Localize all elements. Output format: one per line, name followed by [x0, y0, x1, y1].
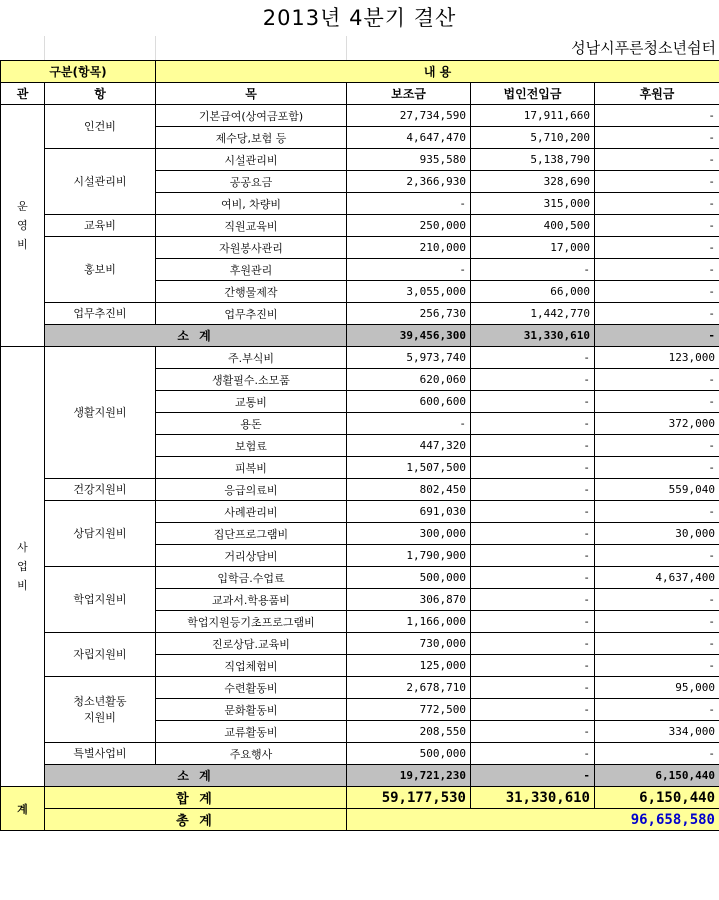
- subsidy-cell: 1,166,000: [347, 611, 471, 633]
- mok-cell: 시설관리비: [156, 149, 347, 171]
- mok-cell: 업무추진비: [156, 303, 347, 325]
- table-row: [1, 677, 719, 699]
- header-gwan: 관: [1, 83, 45, 105]
- subsidy-cell: 256,730: [347, 303, 471, 325]
- corporate-cell: -: [471, 545, 595, 567]
- hang-cell: 인건비: [45, 105, 156, 149]
- report-title: 2013년 4분기 결산: [262, 6, 457, 30]
- header-mok: 목: [156, 83, 347, 105]
- mok-cell: 주.부식비: [156, 347, 347, 369]
- subsidy-cell: 300,000: [347, 523, 471, 545]
- donation-cell: -: [595, 303, 719, 325]
- table-row: [1, 105, 719, 127]
- total-donation: 6,150,440: [595, 787, 719, 809]
- corporate-cell: -: [471, 633, 595, 655]
- subsidy-cell: 4,647,470: [347, 127, 471, 149]
- subsidy-cell: 500,000: [347, 743, 471, 765]
- mok-cell: 거리상담비: [156, 545, 347, 567]
- table-row: [1, 347, 719, 369]
- corporate-cell: 17,000: [471, 237, 595, 259]
- subsidy-cell: 1,507,500: [347, 457, 471, 479]
- subsidy-cell: 500,000: [347, 567, 471, 589]
- donation-cell: 559,040: [595, 479, 719, 501]
- corporate-cell: -: [471, 391, 595, 413]
- mok-cell: 용돈: [156, 413, 347, 435]
- corporate-cell: -: [471, 743, 595, 765]
- business-subtotal-row: [1, 765, 719, 787]
- hang-cell: 특별사업비: [45, 743, 156, 765]
- subsidy-cell: 125,000: [347, 655, 471, 677]
- corporate-cell: -: [471, 567, 595, 589]
- subtotal-corporate: 31,330,610: [471, 325, 595, 347]
- hang-cell: 자립지원비: [45, 633, 156, 677]
- subsidy-cell: 620,060: [347, 369, 471, 391]
- corporate-cell: 66,000: [471, 281, 595, 303]
- subsidy-cell: 2,366,930: [347, 171, 471, 193]
- total-row: [1, 787, 719, 809]
- grand-total-row: [1, 809, 719, 831]
- hang-cell: 청소년활동 지원비: [45, 677, 156, 743]
- table-row: [1, 633, 719, 655]
- subsidy-cell: 802,450: [347, 479, 471, 501]
- donation-cell: -: [595, 589, 719, 611]
- donation-cell: -: [595, 171, 719, 193]
- mok-cell: 문화활동비: [156, 699, 347, 721]
- hang-cell: 생활지원비: [45, 347, 156, 479]
- donation-cell: -: [595, 215, 719, 237]
- donation-cell: 95,000: [595, 677, 719, 699]
- corporate-cell: -: [471, 413, 595, 435]
- header-row-top: [1, 61, 719, 83]
- corporate-cell: -: [471, 699, 595, 721]
- header-corporate: 법인전입금: [471, 83, 595, 105]
- corporate-cell: 400,500: [471, 215, 595, 237]
- subsidy-cell: 935,580: [347, 149, 471, 171]
- mok-cell: 주요행사: [156, 743, 347, 765]
- mok-cell: 수련활동비: [156, 677, 347, 699]
- mok-cell: 입학금.수업료: [156, 567, 347, 589]
- subsidy-cell: 210,000: [347, 237, 471, 259]
- subtotal-donation: 6,150,440: [595, 765, 719, 787]
- mok-cell: 교과서.학용품비: [156, 589, 347, 611]
- subtotal-donation: -: [595, 325, 719, 347]
- grand-total-label: 총 계: [45, 809, 347, 831]
- corporate-cell: -: [471, 259, 595, 281]
- hang-cell: 업무추진비: [45, 303, 156, 325]
- corporate-cell: -: [471, 677, 595, 699]
- hang-cell: 상담지원비: [45, 501, 156, 567]
- donation-cell: -: [595, 545, 719, 567]
- mok-cell: 자원봉사관리: [156, 237, 347, 259]
- subsidy-cell: 691,030: [347, 501, 471, 523]
- subsidy-cell: 772,500: [347, 699, 471, 721]
- donation-cell: -: [595, 699, 719, 721]
- donation-cell: -: [595, 391, 719, 413]
- business-gwan-cell: 사 업 비: [1, 347, 45, 787]
- operating-gwan-cell: 운 영 비: [1, 105, 45, 347]
- header-content: 내 용: [156, 61, 719, 83]
- donation-cell: 372,000: [595, 413, 719, 435]
- donation-cell: 334,000: [595, 721, 719, 743]
- corporate-cell: -: [471, 611, 595, 633]
- hang-cell: 건강지원비: [45, 479, 156, 501]
- donation-cell: -: [595, 743, 719, 765]
- budget-table: [0, 60, 719, 831]
- table-row: [1, 479, 719, 501]
- header-donation: 후원금: [595, 83, 719, 105]
- hang-cell: 교육비: [45, 215, 156, 237]
- mok-cell: 간행물제작: [156, 281, 347, 303]
- subtotal-subsidy: 39,456,300: [347, 325, 471, 347]
- mok-cell: 보험료: [156, 435, 347, 457]
- corporate-cell: -: [471, 523, 595, 545]
- mok-cell: 피복비: [156, 457, 347, 479]
- subtotal-label: 소 계: [45, 765, 347, 787]
- mok-cell: 집단프로그램비: [156, 523, 347, 545]
- mok-cell: 진로상담.교육비: [156, 633, 347, 655]
- header-hang: 항: [45, 83, 156, 105]
- subsidy-cell: 208,550: [347, 721, 471, 743]
- donation-cell: -: [595, 259, 719, 281]
- corporate-cell: 5,138,790: [471, 149, 595, 171]
- corporate-cell: -: [471, 347, 595, 369]
- hang-cell: 시설관리비: [45, 149, 156, 215]
- corporate-cell: -: [471, 655, 595, 677]
- corporate-cell: -: [471, 589, 595, 611]
- subsidy-cell: -: [347, 259, 471, 281]
- donation-cell: -: [595, 369, 719, 391]
- mok-cell: 사례관리비: [156, 501, 347, 523]
- subsidy-cell: 730,000: [347, 633, 471, 655]
- mok-cell: 직원교육비: [156, 215, 347, 237]
- corporate-cell: 1,442,770: [471, 303, 595, 325]
- donation-cell: -: [595, 633, 719, 655]
- total-corporate: 31,330,610: [471, 787, 595, 809]
- subsidy-cell: 306,870: [347, 589, 471, 611]
- subsidy-cell: 447,320: [347, 435, 471, 457]
- subtotal-label: 소 계: [45, 325, 347, 347]
- grand-total-value: 96,658,580: [347, 809, 719, 831]
- subtotal-subsidy: 19,721,230: [347, 765, 471, 787]
- corporate-cell: 328,690: [471, 171, 595, 193]
- mok-cell: 응급의료비: [156, 479, 347, 501]
- donation-cell: 123,000: [595, 347, 719, 369]
- donation-cell: 30,000: [595, 523, 719, 545]
- mok-cell: 교류활동비: [156, 721, 347, 743]
- table-row: [1, 743, 719, 765]
- subsidy-cell: 3,055,000: [347, 281, 471, 303]
- donation-cell: -: [595, 127, 719, 149]
- total-gwan-cell: 계: [1, 787, 45, 831]
- donation-cell: -: [595, 501, 719, 523]
- corporate-cell: -: [471, 369, 595, 391]
- subtotal-corporate: -: [471, 765, 595, 787]
- subsidy-cell: -: [347, 193, 471, 215]
- subsidy-cell: 600,600: [347, 391, 471, 413]
- corporate-cell: -: [471, 479, 595, 501]
- hang-cell: 홍보비: [45, 237, 156, 303]
- donation-cell: -: [595, 435, 719, 457]
- corporate-cell: -: [471, 435, 595, 457]
- subsidy-cell: 27,734,590: [347, 105, 471, 127]
- mok-cell: 생활필수.소모품: [156, 369, 347, 391]
- table-row: [1, 303, 719, 325]
- operating-subtotal-row: [1, 325, 719, 347]
- total-label: 합 계: [45, 787, 347, 809]
- table-row: [1, 215, 719, 237]
- donation-cell: -: [595, 149, 719, 171]
- mok-cell: 후원관리: [156, 259, 347, 281]
- subsidy-cell: 250,000: [347, 215, 471, 237]
- total-subsidy: 59,177,530: [347, 787, 471, 809]
- subsidy-cell: 2,678,710: [347, 677, 471, 699]
- corporate-cell: -: [471, 501, 595, 523]
- donation-cell: -: [595, 193, 719, 215]
- hang-cell: 학업지원비: [45, 567, 156, 633]
- corporate-cell: 315,000: [471, 193, 595, 215]
- mok-cell: 기본급여(상여금포함): [156, 105, 347, 127]
- table-row: [1, 237, 719, 259]
- mok-cell: 여비, 차량비: [156, 193, 347, 215]
- mok-cell: 교통비: [156, 391, 347, 413]
- header-subsidy: 보조금: [347, 83, 471, 105]
- mok-cell: 직업체험비: [156, 655, 347, 677]
- corporate-cell: -: [471, 721, 595, 743]
- donation-cell: -: [595, 611, 719, 633]
- donation-cell: -: [595, 237, 719, 259]
- corporate-cell: 5,710,200: [471, 127, 595, 149]
- organization-name: 성남시푸른청소년쉼터: [571, 39, 716, 57]
- table-row: [1, 501, 719, 523]
- mok-cell: 학업지원등기초프로그램비: [156, 611, 347, 633]
- table-row: [1, 149, 719, 171]
- subsidy-cell: -: [347, 413, 471, 435]
- mok-cell: 공공요금: [156, 171, 347, 193]
- header-category: 구분(항목): [1, 61, 156, 83]
- header-row-columns: [1, 83, 719, 105]
- subsidy-cell: 5,973,740: [347, 347, 471, 369]
- donation-cell: -: [595, 105, 719, 127]
- mok-cell: 제수당,보험 등: [156, 127, 347, 149]
- donation-cell: -: [595, 457, 719, 479]
- donation-cell: 4,637,400: [595, 567, 719, 589]
- donation-cell: -: [595, 655, 719, 677]
- corporate-cell: -: [471, 457, 595, 479]
- donation-cell: -: [595, 281, 719, 303]
- table-row: [1, 567, 719, 589]
- corporate-cell: 17,911,660: [471, 105, 595, 127]
- subsidy-cell: 1,790,900: [347, 545, 471, 567]
